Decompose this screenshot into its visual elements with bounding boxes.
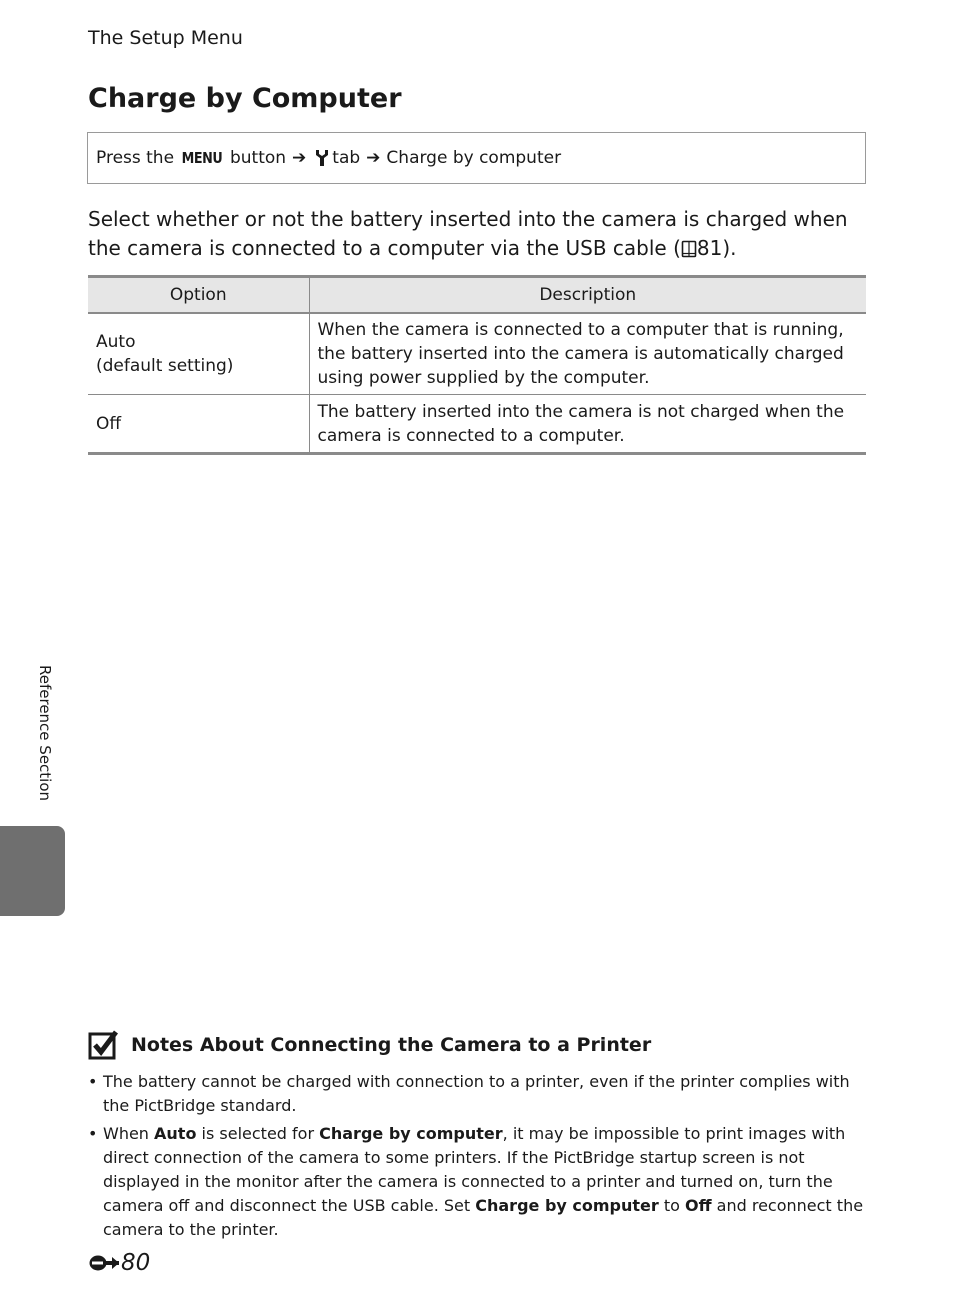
note-bold-term: Auto <box>154 1124 197 1143</box>
side-tab-marker <box>0 826 65 916</box>
intro-paragraph <box>88 205 878 263</box>
option-default-note: (default setting) <box>96 356 234 376</box>
menu-button-label: MENU <box>181 149 223 167</box>
option-cell <box>88 313 309 395</box>
note-bold-term: Charge by computer <box>475 1196 659 1215</box>
intro-text-end: ). <box>722 236 737 260</box>
intro-page-ref: 81 <box>696 236 723 260</box>
table-header-row <box>88 277 866 314</box>
book-reference-icon <box>681 240 697 258</box>
option-cell <box>88 395 309 454</box>
table-row <box>88 313 866 395</box>
checkmark-icon <box>88 1030 118 1060</box>
nav-prefix: Press the <box>96 148 175 168</box>
page-number-text: 80 <box>121 1250 151 1276</box>
note-bold-term: Off <box>685 1196 712 1215</box>
list-item <box>88 1122 868 1242</box>
note-text: The battery cannot be charged with connection to a printer, even if the printer complies with the PictBridge standard. <box>103 1072 850 1115</box>
arrow-right-icon: ➔ <box>366 148 381 168</box>
notes-heading <box>88 1030 651 1060</box>
description-cell: When the camera is connected to a computer that is running, the battery inserted into the camera is automatically charged using power supplied by the computer. <box>309 313 866 395</box>
intro-text: Select whether or not the battery inserted into the camera is charged when the camera is connected to a computer via the USB cable ( <box>88 207 848 260</box>
notes-title-text: Notes About Connecting the Camera to a Printer <box>131 1034 652 1056</box>
arrow-right-icon: ➔ <box>292 148 307 168</box>
note-text: and reconnect the camera to the printer. <box>103 1196 864 1239</box>
section-header: The Setup Menu <box>88 27 243 49</box>
wrench-icon <box>315 149 329 167</box>
nav-tab-word: tab <box>332 148 361 168</box>
notes-list <box>88 1070 868 1246</box>
side-tab-label: Reference Section <box>36 665 54 802</box>
table-row <box>88 395 866 454</box>
note-text: to <box>658 1196 686 1215</box>
note-bold-term: Charge by computer <box>319 1124 503 1143</box>
option-name: Off <box>96 413 122 434</box>
nav-destination: Charge by computer <box>386 148 562 168</box>
note-text: When <box>103 1124 155 1143</box>
nav-button-word: button <box>229 148 287 168</box>
list-item <box>88 1070 868 1118</box>
column-header-option: Option <box>88 277 309 314</box>
note-text: , it may be impossible to print images with direct connection of the camera to some printers. If the PictBridge startup screen is not displayed in the monitor after the camera is connected to a printer and turned on, turn the camera off and disconnect the USB cable. Set <box>103 1124 846 1215</box>
menu-navigation-path <box>87 132 866 184</box>
description-cell: The battery inserted into the camera is not charged when the camera is connected to a computer. <box>309 395 866 454</box>
options-table <box>88 275 866 455</box>
page-title: Charge by Computer <box>88 83 402 114</box>
option-name: Auto <box>96 332 136 352</box>
page-number <box>88 1250 150 1276</box>
column-header-description: Description <box>309 277 866 314</box>
note-text: is selected for <box>196 1124 320 1143</box>
reference-section-e-icon <box>88 1254 120 1272</box>
